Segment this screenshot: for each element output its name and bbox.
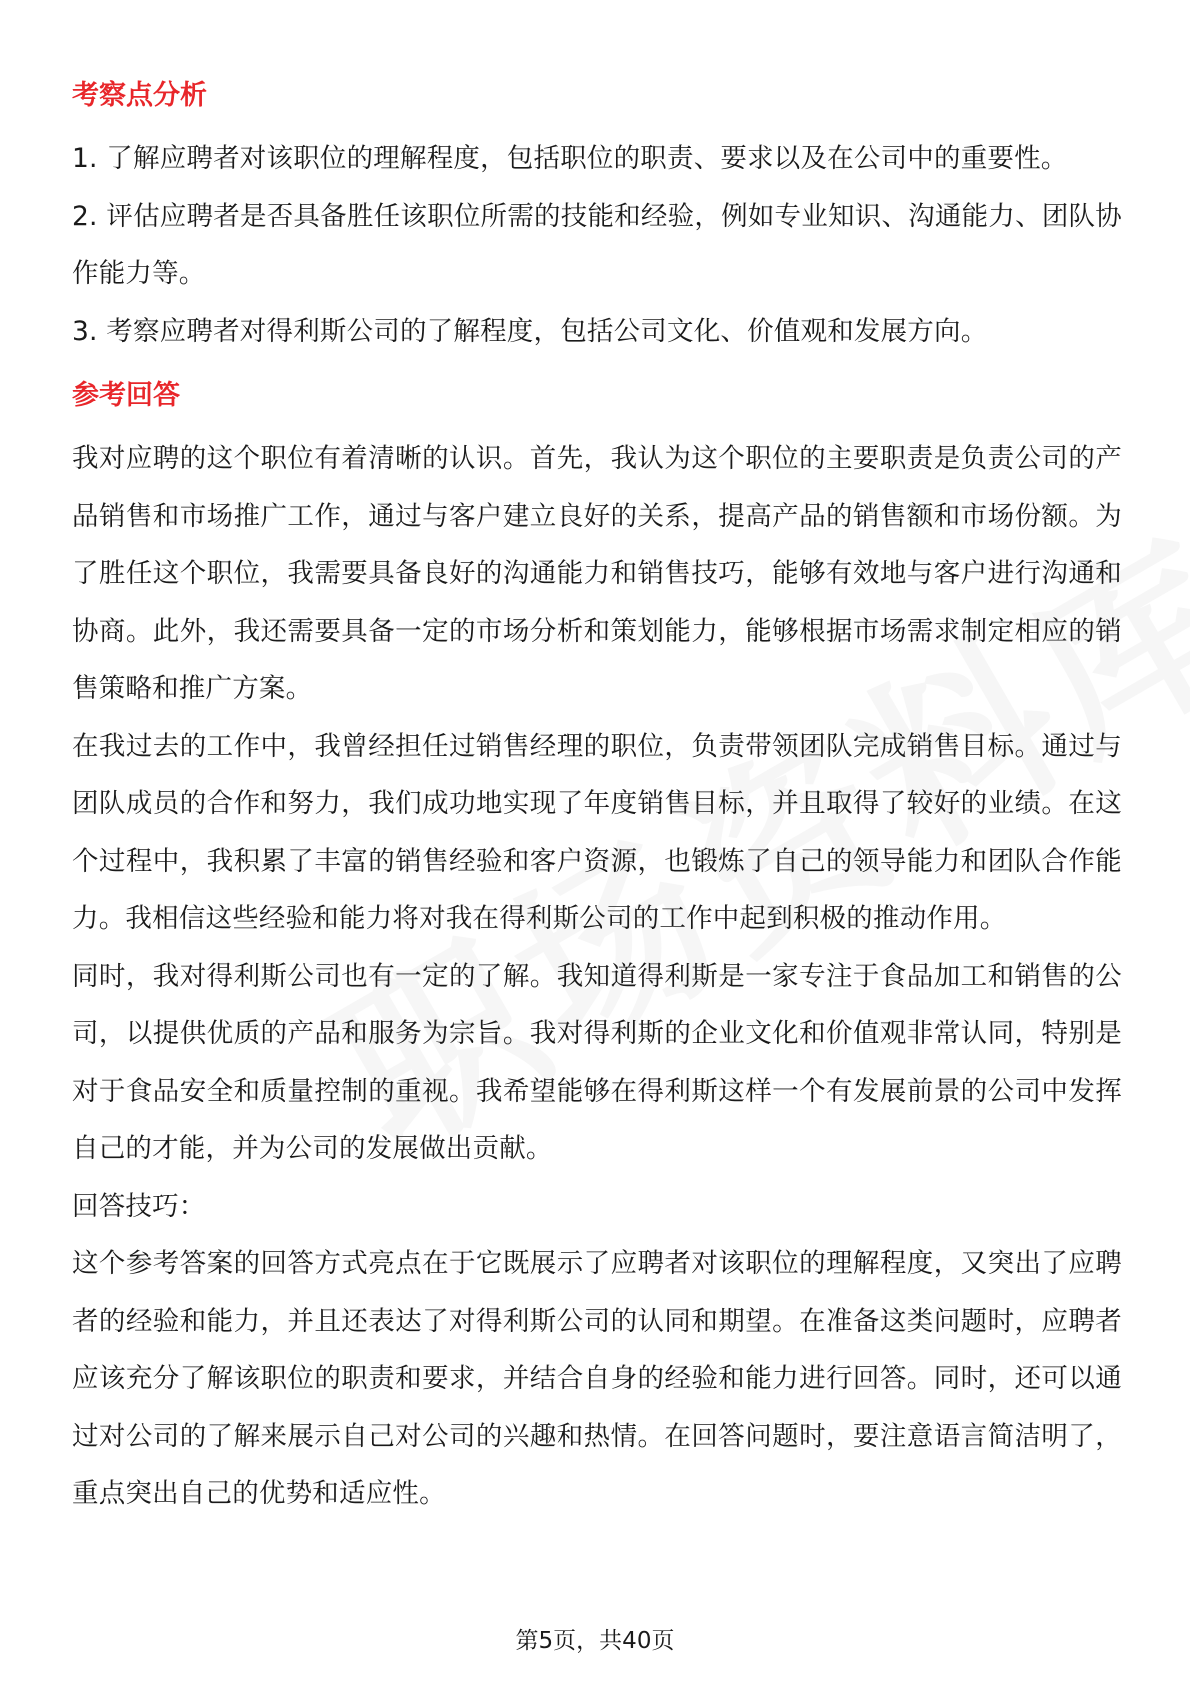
analysis-item-1: 1. 了解应聘者对该职位的理解程度，包括职位的职责、要求以及在公司中的重要性。 (72, 143, 1068, 174)
page-content (72, 74, 1122, 1523)
analysis-item-2: 2. 评估应聘者是否具备胜任该职位所需的技能和经验，例如专业知识、沟通能力、团队协作能力等。 (72, 200, 1122, 289)
tips-paragraph: 这个参考答案的回答方式亮点在于它既展示了应聘者对该职位的理解程度，又突出了应聘者的经验和能力，并且还表达了对得利斯公司的认同和期望。在准备这类问题时，应聘者应该充分了解该职位的职责和要求，并结合自身的经验和能力进行回答。同时，还可以通过对公司的了解来展示自己对公司的兴趣和热情。在回答问题时，要注意语言简洁明了，重点突出自己的优势和适应性。 (72, 1248, 1122, 1509)
section-title-analysis: 考察点分析 (72, 80, 207, 111)
answer-paragraph-1: 我对应聘的这个职位有着清晰的认识。首先，我认为这个职位的主要职责是负责公司的产品销售和市场推广工作，通过与客户建立良好的关系，提高产品的销售额和市场份额。为了胜任这个职位，我需要具备良好的沟通能力和销售技巧，能够有效地与客户进行沟通和协商。此外，我还需要具备一定的市场分析和策划能力，能够根据市场需求制定相应的销售策略和推广方案。 (72, 443, 1122, 704)
analysis-item-3: 3. 考察应聘者对得利斯公司的了解程度，包括公司文化、价值观和发展方向。 (72, 315, 988, 347)
page-number: 第5页，共40页 (515, 1628, 675, 1654)
spacer (72, 360, 1122, 374)
tips-heading: 回答技巧： (72, 1190, 206, 1222)
section-title-answer: 参考回答 (72, 380, 180, 411)
answer-paragraph-2: 在我过去的工作中，我曾经担任过销售经理的职位，负责带领团队完成销售目标。通过与团队成员的合作和努力，我们成功地实现了年度销售目标，并且取得了较好的业绩。在这个过程中，我积累了丰富的销售经验和客户资源，也锻炼了自己的领导能力和团队合作能力。我相信这些经验和能力将对我在得利斯公司的工作中起到积极的推动作用。 (72, 730, 1122, 934)
answer-paragraph-3: 同时，我对得利斯公司也有一定的了解。我知道得利斯是一家专注于食品加工和销售的公司，以提供优质的产品和服务为宗旨。我对得利斯的企业文化和价值观非常认同，特别是对于食品安全和质量控制的重视。我希望能够在得利斯这样一个有发展前景的公司中发挥自己的才能，并为公司的发展做出贡献。 (72, 960, 1122, 1164)
